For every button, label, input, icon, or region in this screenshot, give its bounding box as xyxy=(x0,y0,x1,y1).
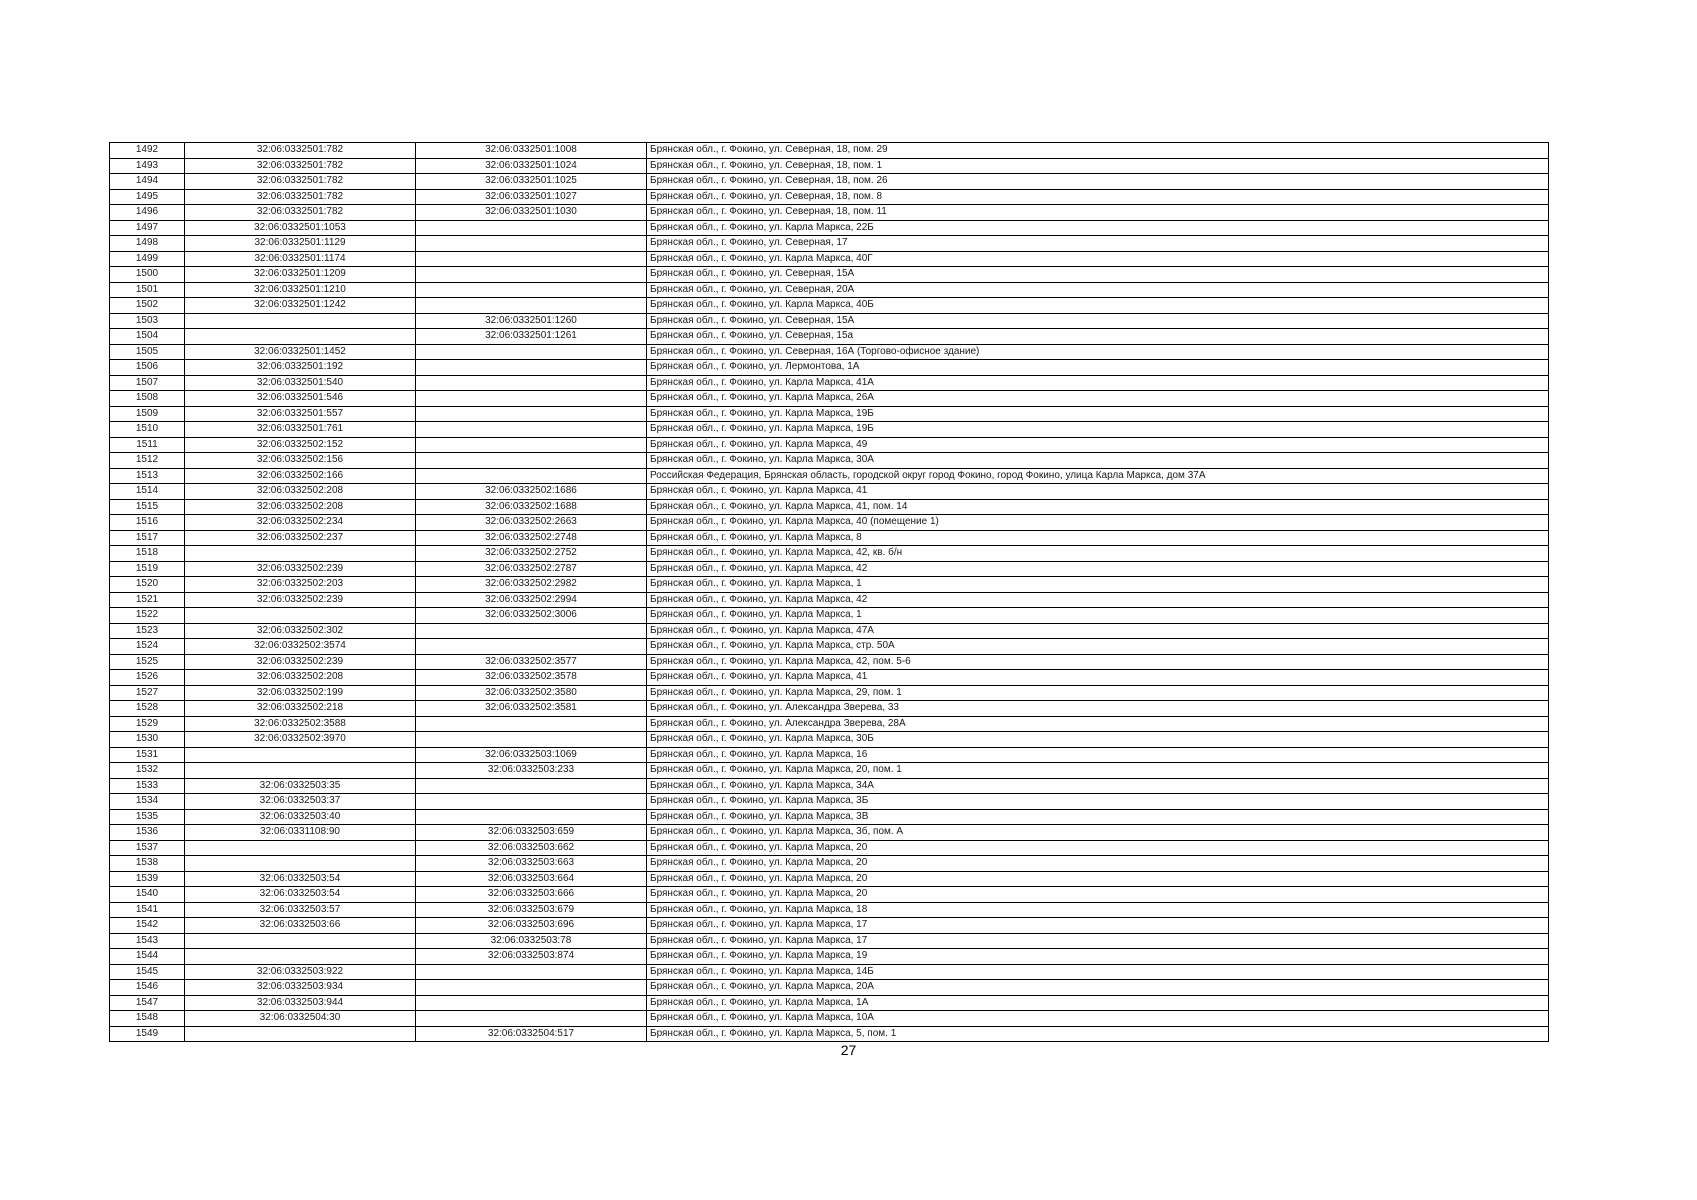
parcel-number-cell xyxy=(185,329,416,345)
address-cell: Брянская обл., г. Фокино, ул. Карла Маркса, 17 xyxy=(647,933,1549,949)
table-row xyxy=(110,375,1549,391)
table-row xyxy=(110,871,1549,887)
premises-number-cell: 32:06:0332503:1069 xyxy=(416,747,647,763)
address-cell: Брянская обл., г. Фокино, ул. Карла Маркса, 3Б xyxy=(647,794,1549,810)
premises-number-cell xyxy=(416,980,647,996)
address-cell: Брянская обл., г. Фокино, ул. Карла Маркса, 20 xyxy=(647,871,1549,887)
parcel-number-cell: 32:06:0332501:782 xyxy=(185,158,416,174)
address-cell: Брянская обл., г. Фокино, ул. Северная, 18, пом. 26 xyxy=(647,174,1549,190)
table-row xyxy=(110,716,1549,732)
premises-number-cell xyxy=(416,468,647,484)
row-number-cell: 1542 xyxy=(110,918,185,934)
premises-number-cell xyxy=(416,964,647,980)
table-row xyxy=(110,732,1549,748)
row-number-cell: 1519 xyxy=(110,561,185,577)
table-row xyxy=(110,546,1549,562)
parcel-number-cell: 32:06:0332502:239 xyxy=(185,654,416,670)
parcel-number-cell: 32:06:0332501:540 xyxy=(185,375,416,391)
address-cell: Брянская обл., г. Фокино, ул. Северная, 17 xyxy=(647,236,1549,252)
row-number-cell: 1509 xyxy=(110,406,185,422)
premises-number-cell: 32:06:0332501:1030 xyxy=(416,205,647,221)
parcel-number-cell: 32:06:0332501:782 xyxy=(185,189,416,205)
parcel-number-cell: 32:06:0331108:90 xyxy=(185,825,416,841)
row-number-cell: 1535 xyxy=(110,809,185,825)
premises-number-cell: 32:06:0332501:1024 xyxy=(416,158,647,174)
premises-number-cell xyxy=(416,422,647,438)
parcel-number-cell xyxy=(185,933,416,949)
premises-number-cell: 32:06:0332501:1261 xyxy=(416,329,647,345)
table-row xyxy=(110,329,1549,345)
parcel-number-cell: 32:06:0332501:761 xyxy=(185,422,416,438)
parcel-number-cell: 32:06:0332501:1210 xyxy=(185,282,416,298)
parcel-number-cell: 32:06:0332501:192 xyxy=(185,360,416,376)
table-row xyxy=(110,794,1549,810)
premises-number-cell: 32:06:0332502:3581 xyxy=(416,701,647,717)
parcel-number-cell: 32:06:0332502:203 xyxy=(185,577,416,593)
parcel-number-cell: 32:06:0332502:166 xyxy=(185,468,416,484)
address-cell: Брянская обл., г. Фокино, ул. Карла Маркса, 20 xyxy=(647,840,1549,856)
premises-number-cell: 32:06:0332503:696 xyxy=(416,918,647,934)
premises-number-cell: 32:06:0332502:2663 xyxy=(416,515,647,531)
parcel-number-cell: 32:06:0332502:239 xyxy=(185,561,416,577)
address-cell: Брянская обл., г. Фокино, ул. Карла Маркса, 42, кв. б/н xyxy=(647,546,1549,562)
row-number-cell: 1515 xyxy=(110,499,185,515)
table-row xyxy=(110,499,1549,515)
premises-number-cell: 32:06:0332501:1027 xyxy=(416,189,647,205)
row-number-cell: 1514 xyxy=(110,484,185,500)
parcel-number-cell: 32:06:0332502:218 xyxy=(185,701,416,717)
address-cell: Брянская обл., г. Фокино, ул. Карла Маркса, 47А xyxy=(647,623,1549,639)
premises-number-cell: 32:06:0332503:874 xyxy=(416,949,647,965)
parcel-number-cell: 32:06:0332502:3574 xyxy=(185,639,416,655)
address-cell: Брянская обл., г. Фокино, ул. Карла Маркса, 17 xyxy=(647,918,1549,934)
row-number-cell: 1525 xyxy=(110,654,185,670)
parcel-number-cell xyxy=(185,546,416,562)
row-number-cell: 1522 xyxy=(110,608,185,624)
premises-number-cell xyxy=(416,406,647,422)
address-cell: Брянская обл., г. Фокино, ул. Северная, 20А xyxy=(647,282,1549,298)
premises-number-cell xyxy=(416,267,647,283)
table-row xyxy=(110,158,1549,174)
premises-number-cell: 32:06:0332503:664 xyxy=(416,871,647,887)
parcel-number-cell: 32:06:0332502:234 xyxy=(185,515,416,531)
row-number-cell: 1526 xyxy=(110,670,185,686)
parcel-number-cell: 32:06:0332502:152 xyxy=(185,437,416,453)
address-cell: Брянская обл., г. Фокино, ул. Карла Маркса, 1А xyxy=(647,995,1549,1011)
row-number-cell: 1534 xyxy=(110,794,185,810)
row-number-cell: 1510 xyxy=(110,422,185,438)
premises-number-cell xyxy=(416,995,647,1011)
page-number: 27 xyxy=(840,1042,857,1058)
premises-number-cell xyxy=(416,344,647,360)
parcel-number-cell: 32:06:0332501:1242 xyxy=(185,298,416,314)
premises-number-cell: 32:06:0332501:1008 xyxy=(416,143,647,159)
row-number-cell: 1507 xyxy=(110,375,185,391)
table-row xyxy=(110,561,1549,577)
table-row xyxy=(110,391,1549,407)
premises-number-cell: 32:06:0332503:663 xyxy=(416,856,647,872)
address-cell: Брянская обл., г. Фокино, ул. Карла Маркса, 22Б xyxy=(647,220,1549,236)
parcel-number-cell xyxy=(185,949,416,965)
table-row xyxy=(110,484,1549,500)
parcel-number-cell: 32:06:0332503:944 xyxy=(185,995,416,1011)
table-row xyxy=(110,856,1549,872)
row-number-cell: 1497 xyxy=(110,220,185,236)
premises-number-cell: 32:06:0332502:1686 xyxy=(416,484,647,500)
parcel-number-cell xyxy=(185,763,416,779)
row-number-cell: 1517 xyxy=(110,530,185,546)
premises-number-cell xyxy=(416,716,647,732)
address-cell: Брянская обл., г. Фокино, ул. Карла Маркса, 40Г xyxy=(647,251,1549,267)
address-cell: Брянская обл., г. Фокино, ул. Александра Зверева, 33 xyxy=(647,701,1549,717)
address-cell: Брянская обл., г. Фокино, ул. Северная, 18, пом. 29 xyxy=(647,143,1549,159)
table-row xyxy=(110,995,1549,1011)
table-row xyxy=(110,933,1549,949)
address-cell: Брянская обл., г. Фокино, ул. Карла Маркса, 30Б xyxy=(647,732,1549,748)
parcel-number-cell: 32:06:0332503:37 xyxy=(185,794,416,810)
table-row xyxy=(110,189,1549,205)
parcel-number-cell: 32:06:0332503:934 xyxy=(185,980,416,996)
table-row xyxy=(110,623,1549,639)
address-cell: Брянская обл., г. Фокино, ул. Карла Маркса, 34А xyxy=(647,778,1549,794)
row-number-cell: 1502 xyxy=(110,298,185,314)
table-row xyxy=(110,778,1549,794)
row-number-cell: 1524 xyxy=(110,639,185,655)
table-row xyxy=(110,763,1549,779)
row-number-cell: 1540 xyxy=(110,887,185,903)
premises-number-cell: 32:06:0332502:2787 xyxy=(416,561,647,577)
row-number-cell: 1492 xyxy=(110,143,185,159)
address-cell: Брянская обл., г. Фокино, ул. Карла Маркса, 19 xyxy=(647,949,1549,965)
parcel-number-cell: 32:06:0332501:546 xyxy=(185,391,416,407)
table-row xyxy=(110,282,1549,298)
row-number-cell: 1529 xyxy=(110,716,185,732)
row-number-cell: 1537 xyxy=(110,840,185,856)
premises-number-cell: 32:06:0332503:78 xyxy=(416,933,647,949)
address-cell: Брянская обл., г. Фокино, ул. Лермонтова, 1А xyxy=(647,360,1549,376)
parcel-number-cell: 32:06:0332502:237 xyxy=(185,530,416,546)
row-number-cell: 1496 xyxy=(110,205,185,221)
parcel-number-cell: 32:06:0332502:3970 xyxy=(185,732,416,748)
row-number-cell: 1520 xyxy=(110,577,185,593)
parcel-number-cell xyxy=(185,313,416,329)
table-row xyxy=(110,949,1549,965)
address-cell: Брянская обл., г. Фокино, ул. Карла Маркса, 20 xyxy=(647,856,1549,872)
address-cell: Брянская обл., г. Фокино, ул. Карла Маркса, 14Б xyxy=(647,964,1549,980)
table-row xyxy=(110,825,1549,841)
address-cell: Брянская обл., г. Фокино, ул. Карла Маркса, 41 xyxy=(647,670,1549,686)
table-row xyxy=(110,1026,1549,1042)
table-row xyxy=(110,654,1549,670)
parcel-number-cell: 32:06:0332501:1053 xyxy=(185,220,416,236)
row-number-cell: 1532 xyxy=(110,763,185,779)
address-cell: Брянская обл., г. Фокино, ул. Карла Маркса, 5, пом. 1 xyxy=(647,1026,1549,1042)
row-number-cell: 1541 xyxy=(110,902,185,918)
address-cell: Брянская обл., г. Фокино, ул. Карла Маркса, 41А xyxy=(647,375,1549,391)
address-cell: Брянская обл., г. Фокино, ул. Карла Маркса, 20А xyxy=(647,980,1549,996)
table-row xyxy=(110,205,1549,221)
address-cell: Брянская обл., г. Фокино, ул. Карла Маркса, 3В xyxy=(647,809,1549,825)
address-cell: Брянская обл., г. Фокино, ул. Карла Маркса, 20, пом. 1 xyxy=(647,763,1549,779)
row-number-cell: 1544 xyxy=(110,949,185,965)
address-cell: Брянская обл., г. Фокино, ул. Карла Маркса, 1 xyxy=(647,577,1549,593)
address-cell: Брянская обл., г. Фокино, ул. Карла Маркса, 19Б xyxy=(647,406,1549,422)
address-cell: Брянская обл., г. Фокино, ул. Карла Маркса, 20 xyxy=(647,887,1549,903)
row-number-cell: 1538 xyxy=(110,856,185,872)
row-number-cell: 1539 xyxy=(110,871,185,887)
parcel-number-cell: 32:06:0332502:302 xyxy=(185,623,416,639)
premises-number-cell xyxy=(416,282,647,298)
table-row xyxy=(110,437,1549,453)
parcel-number-cell: 32:06:0332503:40 xyxy=(185,809,416,825)
table-row xyxy=(110,220,1549,236)
parcel-number-cell: 32:06:0332504:30 xyxy=(185,1011,416,1027)
address-cell: Брянская обл., г. Фокино, ул. Карла Маркса, 30А xyxy=(647,453,1549,469)
table-body xyxy=(110,143,1549,1042)
table-row xyxy=(110,980,1549,996)
address-cell: Брянская обл., г. Фокино, ул. Карла Маркса, 16 xyxy=(647,747,1549,763)
premises-number-cell xyxy=(416,375,647,391)
row-number-cell: 1494 xyxy=(110,174,185,190)
row-number-cell: 1543 xyxy=(110,933,185,949)
parcel-number-cell: 32:06:0332502:208 xyxy=(185,670,416,686)
parcel-number-cell: 32:06:0332502:156 xyxy=(185,453,416,469)
row-number-cell: 1533 xyxy=(110,778,185,794)
premises-number-cell: 32:06:0332503:666 xyxy=(416,887,647,903)
row-number-cell: 1511 xyxy=(110,437,185,453)
table-row xyxy=(110,530,1549,546)
table-row xyxy=(110,701,1549,717)
premises-number-cell: 32:06:0332502:3006 xyxy=(416,608,647,624)
premises-number-cell xyxy=(416,1011,647,1027)
address-cell: Российская Федерация, Брянская область, городской округ город Фокино, город Фокино, улица Карла Маркса, дом 37А xyxy=(647,468,1549,484)
table-row xyxy=(110,1011,1549,1027)
row-number-cell: 1521 xyxy=(110,592,185,608)
address-cell: Брянская обл., г. Фокино, ул. Карла Маркса, 41, пом. 14 xyxy=(647,499,1549,515)
row-number-cell: 1503 xyxy=(110,313,185,329)
register-table xyxy=(109,142,1549,1042)
premises-number-cell: 32:06:0332502:1688 xyxy=(416,499,647,515)
address-cell: Брянская обл., г. Фокино, ул. Северная, 15а xyxy=(647,329,1549,345)
row-number-cell: 1498 xyxy=(110,236,185,252)
parcel-number-cell: 32:06:0332503:54 xyxy=(185,887,416,903)
premises-number-cell xyxy=(416,360,647,376)
premises-number-cell: 32:06:0332501:1260 xyxy=(416,313,647,329)
table-row xyxy=(110,964,1549,980)
table-row xyxy=(110,360,1549,376)
premises-number-cell: 32:06:0332502:2994 xyxy=(416,592,647,608)
row-number-cell: 1548 xyxy=(110,1011,185,1027)
row-number-cell: 1523 xyxy=(110,623,185,639)
parcel-number-cell: 32:06:0332501:557 xyxy=(185,406,416,422)
row-number-cell: 1528 xyxy=(110,701,185,717)
parcel-number-cell: 32:06:0332501:782 xyxy=(185,174,416,190)
row-number-cell: 1549 xyxy=(110,1026,185,1042)
row-number-cell: 1545 xyxy=(110,964,185,980)
address-cell: Брянская обл., г. Фокино, ул. Карла Маркса, 42 xyxy=(647,561,1549,577)
table-row xyxy=(110,902,1549,918)
address-cell: Брянская обл., г. Фокино, ул. Карла Маркса, 42 xyxy=(647,592,1549,608)
parcel-number-cell xyxy=(185,747,416,763)
parcel-number-cell: 32:06:0332501:1209 xyxy=(185,267,416,283)
parcel-number-cell: 32:06:0332502:199 xyxy=(185,685,416,701)
table-row xyxy=(110,453,1549,469)
address-cell: Брянская обл., г. Фокино, ул. Карла Маркса, 19Б xyxy=(647,422,1549,438)
table-row xyxy=(110,577,1549,593)
table-row xyxy=(110,298,1549,314)
address-cell: Брянская обл., г. Фокино, ул. Карла Маркса, 3б, пом. А xyxy=(647,825,1549,841)
premises-number-cell: 32:06:0332502:3578 xyxy=(416,670,647,686)
address-cell: Брянская обл., г. Фокино, ул. Северная, 18, пом. 1 xyxy=(647,158,1549,174)
address-cell: Брянская обл., г. Фокино, ул. Северная, 18, пом. 8 xyxy=(647,189,1549,205)
premises-number-cell: 32:06:0332503:662 xyxy=(416,840,647,856)
premises-number-cell: 32:06:0332502:2748 xyxy=(416,530,647,546)
table-row xyxy=(110,747,1549,763)
address-cell: Брянская обл., г. Фокино, ул. Карла Маркса, 29, пом. 1 xyxy=(647,685,1549,701)
row-number-cell: 1530 xyxy=(110,732,185,748)
row-number-cell: 1495 xyxy=(110,189,185,205)
table-row xyxy=(110,267,1549,283)
row-number-cell: 1505 xyxy=(110,344,185,360)
parcel-number-cell xyxy=(185,608,416,624)
parcel-number-cell xyxy=(185,856,416,872)
address-cell: Брянская обл., г. Фокино, ул. Северная, 18, пом. 11 xyxy=(647,205,1549,221)
table-row xyxy=(110,515,1549,531)
row-number-cell: 1501 xyxy=(110,282,185,298)
table-row xyxy=(110,840,1549,856)
table-row xyxy=(110,468,1549,484)
row-number-cell: 1527 xyxy=(110,685,185,701)
parcel-number-cell: 32:06:0332501:782 xyxy=(185,205,416,221)
address-cell: Брянская обл., г. Фокино, ул. Северная, 15А xyxy=(647,313,1549,329)
table-row xyxy=(110,639,1549,655)
premises-number-cell xyxy=(416,391,647,407)
parcel-number-cell: 32:06:0332502:208 xyxy=(185,484,416,500)
premises-number-cell: 32:06:0332501:1025 xyxy=(416,174,647,190)
premises-number-cell: 32:06:0332502:2752 xyxy=(416,546,647,562)
address-cell: Брянская обл., г. Фокино, ул. Карла Маркса, стр. 50А xyxy=(647,639,1549,655)
parcel-number-cell: 32:06:0332502:208 xyxy=(185,499,416,515)
premises-number-cell xyxy=(416,298,647,314)
row-number-cell: 1516 xyxy=(110,515,185,531)
row-number-cell: 1512 xyxy=(110,453,185,469)
premises-number-cell: 32:06:0332502:2982 xyxy=(416,577,647,593)
row-number-cell: 1513 xyxy=(110,468,185,484)
table-row xyxy=(110,809,1549,825)
premises-number-cell xyxy=(416,251,647,267)
row-number-cell: 1500 xyxy=(110,267,185,283)
row-number-cell: 1546 xyxy=(110,980,185,996)
premises-number-cell xyxy=(416,732,647,748)
parcel-number-cell: 32:06:0332503:66 xyxy=(185,918,416,934)
row-number-cell: 1531 xyxy=(110,747,185,763)
table-row xyxy=(110,313,1549,329)
table-row xyxy=(110,406,1549,422)
address-cell: Брянская обл., г. Фокино, ул. Карла Маркса, 49 xyxy=(647,437,1549,453)
parcel-number-cell: 32:06:0332501:1129 xyxy=(185,236,416,252)
address-cell: Брянская обл., г. Фокино, ул. Карла Маркса, 18 xyxy=(647,902,1549,918)
premises-number-cell xyxy=(416,639,647,655)
parcel-number-cell: 32:06:0332503:54 xyxy=(185,871,416,887)
premises-number-cell: 32:06:0332503:233 xyxy=(416,763,647,779)
premises-number-cell: 32:06:0332502:3577 xyxy=(416,654,647,670)
table-row xyxy=(110,670,1549,686)
parcel-number-cell: 32:06:0332502:3588 xyxy=(185,716,416,732)
premises-number-cell xyxy=(416,437,647,453)
address-cell: Брянская обл., г. Фокино, ул. Карла Маркса, 10А xyxy=(647,1011,1549,1027)
premises-number-cell: 32:06:0332504:517 xyxy=(416,1026,647,1042)
address-cell: Брянская обл., г. Фокино, ул. Северная, 16А (Торгово-офисное здание) xyxy=(647,344,1549,360)
parcel-number-cell: 32:06:0332501:782 xyxy=(185,143,416,159)
address-cell: Брянская обл., г. Фокино, ул. Карла Маркса, 8 xyxy=(647,530,1549,546)
table-row xyxy=(110,251,1549,267)
premises-number-cell xyxy=(416,778,647,794)
table-row xyxy=(110,236,1549,252)
row-number-cell: 1536 xyxy=(110,825,185,841)
row-number-cell: 1493 xyxy=(110,158,185,174)
parcel-number-cell: 32:06:0332503:35 xyxy=(185,778,416,794)
parcel-number-cell: 32:06:0332501:1174 xyxy=(185,251,416,267)
premises-number-cell xyxy=(416,220,647,236)
table-row xyxy=(110,608,1549,624)
premises-number-cell: 32:06:0332502:3580 xyxy=(416,685,647,701)
address-cell: Брянская обл., г. Фокино, ул. Карла Маркса, 42, пом. 5-6 xyxy=(647,654,1549,670)
row-number-cell: 1518 xyxy=(110,546,185,562)
parcel-number-cell: 32:06:0332501:1452 xyxy=(185,344,416,360)
table-row xyxy=(110,143,1549,159)
row-number-cell: 1499 xyxy=(110,251,185,267)
table-row xyxy=(110,592,1549,608)
table-row xyxy=(110,918,1549,934)
table-row xyxy=(110,174,1549,190)
row-number-cell: 1547 xyxy=(110,995,185,1011)
row-number-cell: 1508 xyxy=(110,391,185,407)
row-number-cell: 1506 xyxy=(110,360,185,376)
table-row xyxy=(110,344,1549,360)
premises-number-cell xyxy=(416,794,647,810)
premises-number-cell: 32:06:0332503:679 xyxy=(416,902,647,918)
premises-number-cell xyxy=(416,236,647,252)
address-cell: Брянская обл., г. Фокино, ул. Александра Зверева, 28А xyxy=(647,716,1549,732)
parcel-number-cell xyxy=(185,1026,416,1042)
premises-number-cell xyxy=(416,453,647,469)
address-cell: Брянская обл., г. Фокино, ул. Карла Маркса, 26А xyxy=(647,391,1549,407)
premises-number-cell xyxy=(416,623,647,639)
parcel-number-cell: 32:06:0332503:922 xyxy=(185,964,416,980)
address-cell: Брянская обл., г. Фокино, ул. Карла Маркса, 40Б xyxy=(647,298,1549,314)
address-cell: Брянская обл., г. Фокино, ул. Северная, 15А xyxy=(647,267,1549,283)
address-cell: Брянская обл., г. Фокино, ул. Карла Маркса, 1 xyxy=(647,608,1549,624)
parcel-number-cell xyxy=(185,840,416,856)
row-number-cell: 1504 xyxy=(110,329,185,345)
premises-number-cell xyxy=(416,809,647,825)
parcel-number-cell: 32:06:0332503:57 xyxy=(185,902,416,918)
address-cell: Брянская обл., г. Фокино, ул. Карла Маркса, 41 xyxy=(647,484,1549,500)
premises-number-cell: 32:06:0332503:659 xyxy=(416,825,647,841)
address-cell: Брянская обл., г. Фокино, ул. Карла Маркса, 40 (помещение 1) xyxy=(647,515,1549,531)
table-row xyxy=(110,685,1549,701)
parcel-number-cell: 32:06:0332502:239 xyxy=(185,592,416,608)
table-row xyxy=(110,887,1549,903)
table-row xyxy=(110,422,1549,438)
